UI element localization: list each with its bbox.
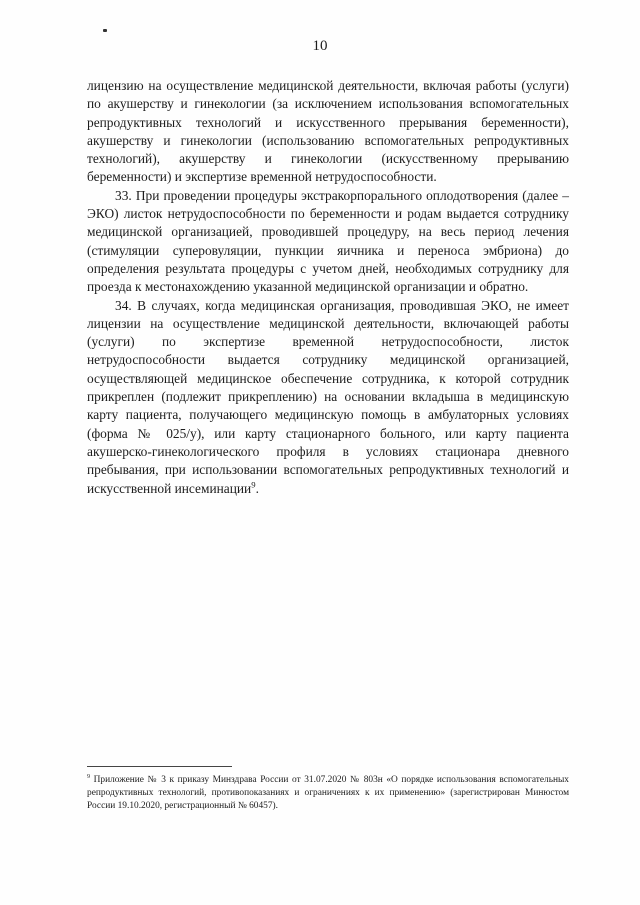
paragraph-34-end: . xyxy=(255,480,259,496)
scan-mark xyxy=(103,29,107,32)
footnote-separator xyxy=(87,766,232,767)
page-number: 10 xyxy=(312,38,328,54)
footnote xyxy=(87,774,569,812)
footnote-reference[interactable]: 9 xyxy=(251,479,256,490)
paragraph-33: 33. При проведении процедуры экстракорпорального оплодотворения (далее – ЭКО) листок нетрудоспособности по беременности и родам выдается сотруднику медицинской организацией, проводившей процедуру, на весь период лечения (стимуляции суперовуляции, пункции яичника и переноса эмбриона) до определения результата процедуры с учетом дней, необходимых сотруднику для проезда к местонахождению указанной медицинской организации и обратно. xyxy=(87,187,569,295)
paragraph-34 xyxy=(87,297,569,498)
footnote-text: Приложение № 3 к приказу Минздрава России от 31.07.2020 № 803н «О порядке использования вспомогательных репродуктивных технологий, противопоказаниях и ограничениях к их применению» (зарегистрирован Минюстом России 19.10.2020, регистрационный № 60457). xyxy=(87,775,569,811)
paragraph-continuation: лицензию на осуществление медицинской деятельности, включая работы (услуги) по акушерству и гинекологии (за исключением использования вспомогательных репродуктивных технологий и искусственного прерывания беременности), акушерству и гинекологии (использованию вспомогательных репродуктивных технологий), акушерству и гинекологии (искусственному прерыванию беременности) и экспертизе временной нетрудоспособности. xyxy=(87,78,569,185)
paragraph-34-text: 34. В случаях, когда медицинская организация, проводившая ЭКО, не имеет лицензии на осуществление медицинской деятельности, включающей работы (услуги) по экспертизе временной нетрудоспособности, листок нетрудоспособности выдается сотруднику медицинской организацией, осуществляющей медицинское обеспечение сотрудника, к которой сотрудник прикреплен (подлежит прикреплению) на основании вкладыша в медицинскую карту пациента, получающего медицинскую помощь в амбулаторных условиях (форма № 025/у), или карту стационарного больного, или карту пациента акушерско-гинекологического профиля в условиях стационара дневного пребывания, при использовании вспомогательных репродуктивных технологий и искусственной инсеминации xyxy=(87,297,569,496)
main-text xyxy=(87,77,569,498)
footnote-marker: 9 xyxy=(87,773,91,780)
